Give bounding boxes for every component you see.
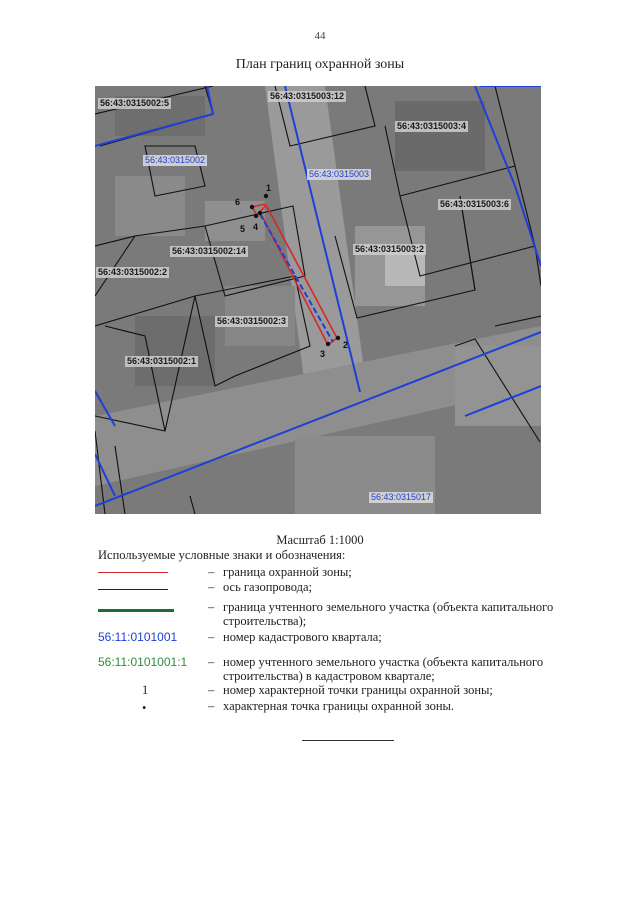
parcel-label: 56:43:0315002:3 xyxy=(217,316,287,326)
point-label: 5 xyxy=(240,224,246,234)
legend-text: номер кадастрового квартала; xyxy=(223,630,382,644)
point-6-marker xyxy=(250,205,254,209)
parcel-label: 56:43:0315002:1 xyxy=(127,356,197,366)
map-scale: Масштаб 1:1000 xyxy=(276,533,364,547)
legend-item-point-number: 1 – номер характерной точки границы охранной зоны; xyxy=(98,683,598,697)
footer-divider xyxy=(302,740,394,741)
quarter-label: 56:43:0315017 xyxy=(371,492,432,502)
point-label: 3 xyxy=(320,349,326,359)
legend-text: граница учтенного земельного участка (объекта капитального строительства); xyxy=(223,600,554,628)
page-number: 44 xyxy=(314,30,326,42)
quarter-label: 56:43:0315003 xyxy=(309,169,370,179)
quarter-label: 56:43:0315002 xyxy=(145,155,206,165)
parcel-label: 56:43:0315003:2 xyxy=(355,244,425,254)
page-title: План границ охранной зоны xyxy=(235,57,405,72)
legend-item-gas-axis: – ось газопровода; xyxy=(98,580,598,594)
point-1-marker xyxy=(264,194,268,198)
legend-item-point-marker: • – характерная точка границы охранной зоны. xyxy=(98,699,598,713)
point-number-sample: 1 xyxy=(142,683,149,697)
parcel-label: 56:43:0315003:12 xyxy=(270,91,345,101)
legend-text: номер учтенного земельного участка (объекта капитального строительства) в кадастровом квартале; xyxy=(223,655,544,683)
cadastral-map xyxy=(95,86,541,514)
point-label: 1 xyxy=(266,183,272,193)
legend-text: номер характерной точки границы охранной зоны; xyxy=(223,683,493,697)
point-3-marker xyxy=(326,342,330,346)
green-line-symbol xyxy=(98,609,174,612)
point-label: 4 xyxy=(253,222,259,232)
quarter-number-sample: 56:11:0101001 xyxy=(98,630,178,644)
point-4-marker xyxy=(258,211,262,215)
parcel-label: 56:43:0315002:5 xyxy=(100,98,170,108)
legend-text: ось газопровода; xyxy=(223,580,313,594)
point-dot-icon: • xyxy=(142,701,147,715)
legend-item-zone-boundary: – граница охранной зоны; xyxy=(98,565,598,579)
parcel-number-sample: 56:11:0101001:1 xyxy=(98,655,188,669)
legend-item-parcel-boundary: – граница учтенного земельного участка (объекта капитального строительства); xyxy=(98,600,598,630)
legend-text: характерная точка границы охранной зоны. xyxy=(223,699,455,713)
point-5-marker xyxy=(254,214,258,218)
legend-item-parcel-number: 56:11:0101001:1 – номер учтенного земельного участка (объекта капитального строительства) в кадастровом квартале; xyxy=(98,655,598,685)
black-line-symbol xyxy=(98,589,168,590)
parcel-label: 56:43:0315003:4 xyxy=(397,121,467,131)
legend-text: граница охранной зоны; xyxy=(223,565,352,579)
legend-title: Используемые условные знаки и обозначения: xyxy=(98,548,346,562)
red-line-symbol xyxy=(98,572,168,573)
point-2-marker xyxy=(336,336,340,340)
map-canvas xyxy=(95,86,541,514)
parcel-label: 56:43:0315003:6 xyxy=(440,199,510,209)
parcel-label: 56:43:0315002:14 xyxy=(172,246,247,256)
parcel-label: 56:43:0315002:2 xyxy=(98,267,168,277)
legend-item-quarter-number: 56:11:0101001 – номер кадастрового квартала; xyxy=(98,630,598,644)
point-label: 6 xyxy=(235,197,241,207)
point-label: 2 xyxy=(343,340,349,350)
